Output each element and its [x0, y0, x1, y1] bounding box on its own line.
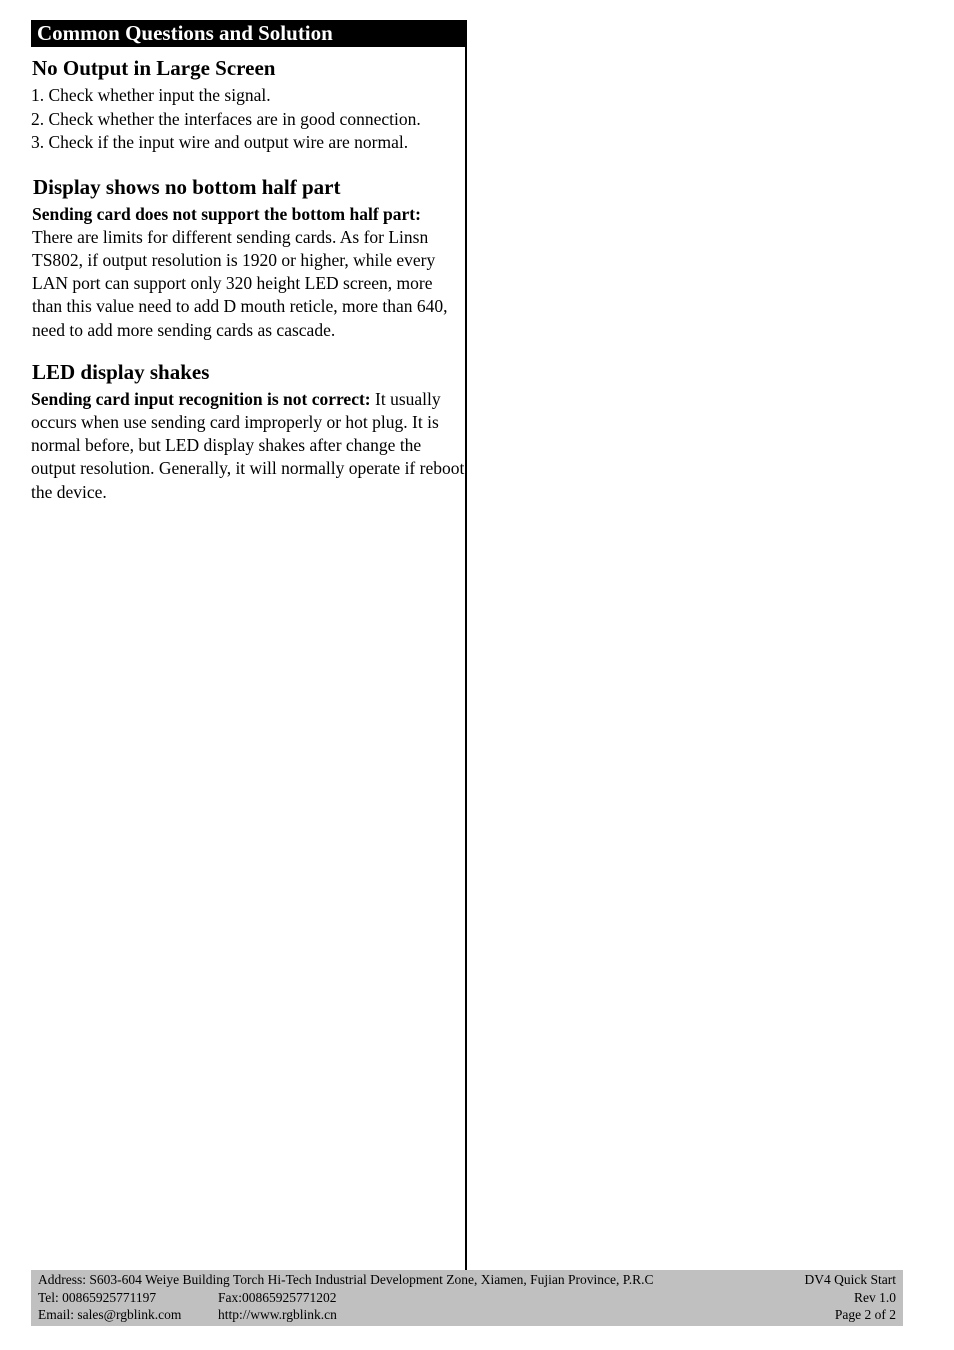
column-divider: [465, 20, 467, 1270]
bottom-half-body: There are limits for different sending cards. As for Linsn TS802, if output resolution is 1920 or higher, while every LAN port can support only 320 height LED screen, more than this value need to add D mouth reticle, more than 640, need to add more sending cards as cascade.: [32, 226, 448, 340]
bottom-half-paragraph: [31, 203, 465, 342]
checklist-item: 1. Check whether input the signal.: [31, 85, 271, 105]
checklist-item: 3. Check if the input wire and output wire are normal.: [31, 132, 409, 152]
footer-fax: Fax:00865925771202: [218, 1289, 337, 1305]
footer-revision: Rev 1.0: [854, 1289, 896, 1305]
shakes-heading: LED display shakes: [32, 359, 210, 384]
footer-email: Email: sales@rgblink.com: [38, 1307, 182, 1322]
footer-doc-title: DV4 Quick Start: [804, 1272, 896, 1287]
bottom-half-heading: Display shows no bottom half part: [33, 174, 341, 199]
left-column: [31, 20, 465, 504]
bottom-half-lead: Sending card does not support the bottom half part:: [32, 203, 421, 224]
shakes-lead: Sending card input recognition is not correct:: [31, 388, 371, 409]
footer-web-row: [38, 1306, 654, 1324]
page-footer: [31, 1270, 903, 1326]
shakes-body: It usually occurs when use sending card improperly or hot plug. It is normal before, but LED display shakes after change the output resolution. Generally, it will normally operate if reboot the device.: [31, 388, 465, 502]
shakes-paragraph: [31, 388, 465, 504]
footer-doc-info: [805, 1271, 897, 1324]
footer-contact: [38, 1271, 654, 1324]
no-output-checklist: [31, 84, 465, 155]
footer-phone-row: [38, 1289, 654, 1307]
footer-website: http://www.rgblink.cn: [218, 1307, 337, 1322]
no-output-heading: No Output in Large Screen: [32, 56, 276, 80]
section-banner: Common Questions and Solution: [31, 20, 465, 47]
checklist-item: 2. Check whether the interfaces are in good connection.: [31, 108, 421, 129]
footer-address: Address: S603-604 Weiye Building Torch Hi-Tech Industrial Development Zone, Xiamen, Fujian Province, P.R.C: [38, 1272, 654, 1287]
footer-tel: Tel: 00865925771197: [38, 1289, 157, 1305]
footer-page-number: Page 2 of 2: [834, 1307, 896, 1322]
